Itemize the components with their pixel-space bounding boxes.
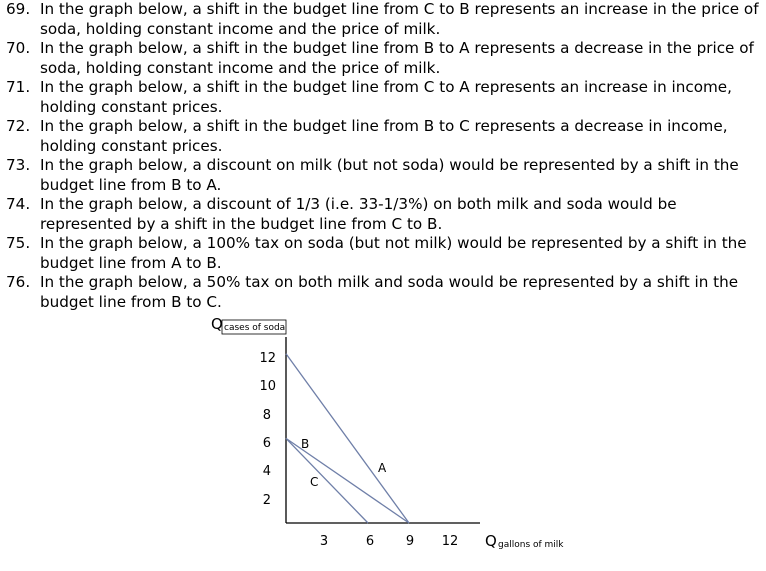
y-tick-label: 12 bbox=[259, 351, 276, 366]
question-number: 72. bbox=[6, 117, 31, 135]
y-tick-label: 6 bbox=[262, 436, 271, 451]
line-label-c: C bbox=[310, 475, 319, 489]
x-tick-label: 9 bbox=[405, 534, 415, 549]
question-number: 71. bbox=[6, 78, 31, 96]
question-text: In the graph below, a shift in the budget line from B to A represents a decrease in the price of soda, holding constant income and the price of milk. bbox=[40, 39, 754, 77]
y-axis-unit-label: cases of soda bbox=[224, 323, 286, 333]
question-text: In the graph below, a shift in the budget line from B to C represents a decrease in income, holding constant prices. bbox=[40, 117, 728, 155]
question-number: 76. bbox=[6, 273, 31, 291]
line-label-b: B bbox=[301, 437, 310, 451]
question-text: In the graph below, a shift in the budget line from C to B represents an increase in the price of soda, holding constant income and the price of milk. bbox=[40, 0, 759, 38]
question-number: 73. bbox=[6, 156, 31, 174]
question-number: 74. bbox=[6, 195, 31, 213]
x-tick-label: 3 bbox=[319, 534, 329, 549]
question-text: In the graph below, a 50% tax on both milk and soda would be represented by a shift in the budget line from B to C. bbox=[40, 273, 739, 311]
x-tick-label: 6 bbox=[365, 534, 375, 549]
question-text: In the graph below, a 100% tax on soda (but not milk) would be represented by a shift in the budget line from A to B. bbox=[40, 234, 747, 272]
question-text: In the graph below, a discount of 1/3 (i.e. 33-1/3%) on both milk and soda would be represented by a shift in the budget line from C to B. bbox=[40, 195, 677, 233]
question-text: In the graph below, a shift in the budget line from C to A represents an increase in income, holding constant prices. bbox=[40, 78, 732, 116]
budget-line-c bbox=[286, 438, 368, 523]
x-axis-unit-label: gallons of milk bbox=[498, 540, 564, 550]
y-tick-label: 10 bbox=[259, 379, 276, 394]
y-tick-label: 4 bbox=[262, 464, 271, 479]
y-tick-label: 8 bbox=[262, 408, 271, 423]
y-tick-label: 2 bbox=[262, 493, 271, 508]
question-number: 70. bbox=[6, 39, 31, 57]
x-axis-q-label: Q bbox=[485, 532, 497, 550]
question-number: 69. bbox=[6, 0, 31, 18]
line-label-a: A bbox=[378, 461, 387, 475]
question-text: In the graph below, a discount on milk (but not soda) would be represented by a shift in the budget line from B to A. bbox=[40, 156, 739, 194]
question-number: 75. bbox=[6, 234, 31, 252]
budget-line-b bbox=[286, 438, 409, 523]
x-tick-label: 12 bbox=[441, 534, 459, 549]
y-axis-q-label: Q bbox=[211, 315, 223, 333]
